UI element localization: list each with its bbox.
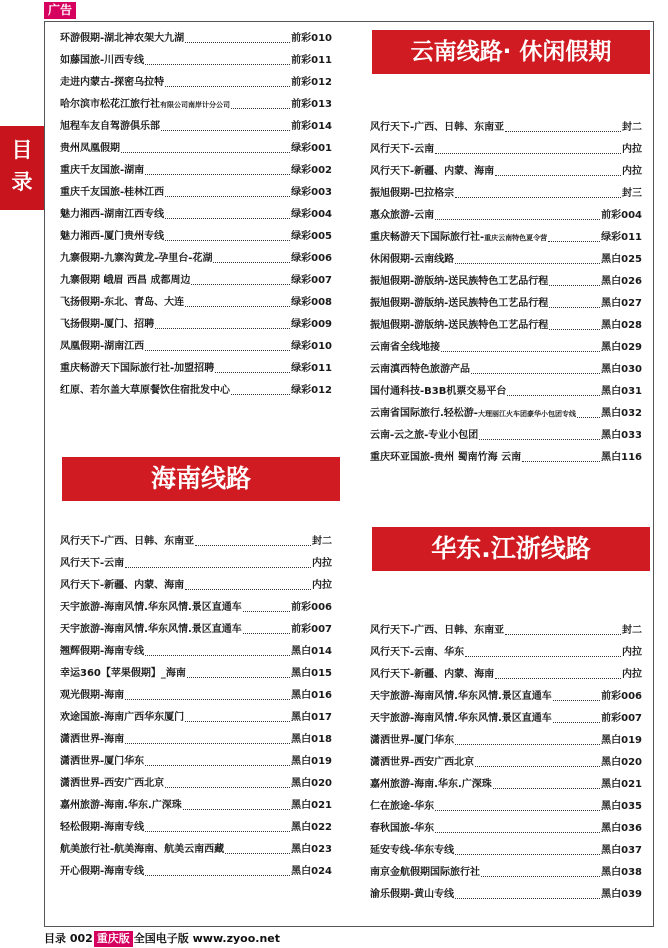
toc-entry	[370, 447, 642, 469]
toc-entry	[60, 270, 332, 292]
toc-entry-name: 云南省国际旅行.轻松游-大理丽江火车团豪华小包团专线	[370, 408, 576, 419]
toc-entry	[370, 818, 642, 840]
toc-entry-page: 绿彩010	[291, 341, 332, 352]
toc-entry-page: 前彩014	[291, 121, 332, 132]
toc-entry-name: 凤凰假期-湖南江西	[60, 341, 145, 352]
toc-entry-page: 绿彩006	[291, 253, 332, 264]
toc-entry-name: 风行天下-新疆、内蒙、海南	[370, 669, 495, 680]
toc-entry-page: 绿彩011	[291, 363, 332, 374]
toc-leader-dots	[145, 160, 290, 175]
toc-leader-dots	[435, 205, 600, 220]
toc-entry	[370, 642, 642, 664]
toc-entry-name: 嘉州旅游-海南.华东.广深珠	[370, 779, 492, 790]
toc-entry-name: 魅力湘西-厦门贵州专线	[60, 231, 165, 242]
toc-entry-page: 黑白028	[601, 320, 642, 331]
toc-entry-page: 内拉	[312, 558, 332, 569]
huadong-list	[370, 620, 642, 906]
toc-leader-dots	[243, 597, 290, 612]
toc-entry	[60, 248, 332, 270]
toc-leader-dots	[522, 447, 600, 462]
yunnan-list	[370, 117, 642, 469]
toc-leader-dots	[479, 425, 600, 440]
toc-entry	[60, 204, 332, 226]
toc-leader-dots	[455, 884, 600, 899]
toc-entry-name: 环游假期-湖北神农架大九湖	[60, 33, 185, 44]
page-footer	[44, 931, 280, 947]
toc-entry-page: 黑白031	[601, 386, 642, 397]
toc-leader-dots	[455, 840, 600, 855]
toc-entry	[370, 205, 642, 227]
toc-entry-page: 前彩006	[601, 691, 642, 702]
toc-entry-name: 走进内蒙古-探密乌拉特	[60, 77, 165, 88]
toc-entry-name: 重庆千友国旅-湖南	[60, 165, 145, 176]
toc-entry	[370, 337, 642, 359]
toc-entry-name: 如藤国旅-川西专线	[60, 55, 145, 66]
toc-leader-dots	[145, 336, 290, 351]
toc-entry	[60, 160, 332, 182]
toc-entry-page: 封二	[622, 122, 642, 133]
toc-entry-page: 黑白026	[601, 276, 642, 287]
toc-entry-page: 黑白014	[291, 646, 332, 657]
toc-entry	[60, 531, 332, 553]
toc-entry	[370, 686, 642, 708]
toc-entry-name: 云南-云之旅-专业小包团	[370, 430, 479, 441]
toc-entry-page: 封二	[622, 625, 642, 636]
toc-leader-dots	[165, 773, 290, 788]
toc-entry-page: 黑白025	[601, 254, 642, 265]
toc-entry-page: 前彩010	[291, 33, 332, 44]
toc-entry-page: 绿彩011	[601, 232, 642, 243]
toc-entry	[370, 840, 642, 862]
toc-entry-name: 潇洒世界-海南	[60, 734, 125, 745]
toc-entry	[60, 94, 332, 116]
toc-entry-name: 观光假期-海南	[60, 690, 125, 701]
toc-entry-name: 开心假期-海南专线	[60, 866, 145, 877]
side-tab-char-2: 录	[11, 170, 33, 194]
toc-entry-page: 内拉	[622, 144, 642, 155]
toc-entry	[370, 862, 642, 884]
toc-leader-dots	[577, 403, 600, 418]
toc-entry-page: 黑白020	[601, 757, 642, 768]
toc-leader-dots	[435, 139, 621, 154]
toc-entry	[60, 28, 332, 50]
toc-entry-page: 前彩012	[291, 77, 332, 88]
toc-entry	[60, 619, 332, 641]
toc-entry-page: 黑白033	[601, 430, 642, 441]
toc-entry-name: 渝乐假期-黄山专线	[370, 889, 455, 900]
toc-entry-name: 风行天下-新疆、内蒙、海南	[60, 580, 185, 591]
toc-entry-name: 休闲假期-云南线路	[370, 254, 455, 265]
toc-entry-name: 风行天下-云南	[60, 558, 125, 569]
toc-entry	[60, 597, 332, 619]
toc-leader-dots	[225, 839, 290, 854]
toc-entry	[60, 314, 332, 336]
toc-leader-dots	[145, 50, 290, 65]
toc-entry	[370, 139, 642, 161]
toc-entry-page: 绿彩012	[291, 385, 332, 396]
toc-leader-dots	[243, 619, 290, 634]
section-title-huadong: 华东.江浙线路	[372, 527, 650, 571]
toc-entry-page: 前彩007	[291, 624, 332, 635]
toc-entry-name: 风行天下-广西、日韩、东南亚	[370, 625, 505, 636]
toc-entry	[370, 796, 642, 818]
toc-leader-dots	[165, 182, 290, 197]
toc-entry	[60, 817, 332, 839]
toc-leader-dots	[121, 138, 290, 153]
toc-entry	[370, 249, 642, 271]
toc-entry-page: 黑白021	[291, 800, 332, 811]
toc-leader-dots	[507, 381, 600, 396]
toc-entry-page: 绿彩007	[291, 275, 332, 286]
toc-entry-name: 振旭假期-游版纳-送民族特色工艺品行程	[370, 276, 549, 287]
toc-entry-page: 黑白017	[291, 712, 332, 723]
toc-entry-name: 云南省全线地接	[370, 342, 440, 353]
toc-entry-page: 绿彩001	[291, 143, 332, 154]
toc-entry-name: 风行天下-新疆、内蒙、海南	[370, 166, 495, 177]
toc-leader-dots	[441, 337, 600, 352]
toc-entry	[60, 575, 332, 597]
toc-entry-name: 魅力湘西-湖南江西专线	[60, 209, 165, 220]
toc-entry-note: 有限公司南岸计分公司	[160, 101, 230, 109]
toc-leader-dots	[505, 620, 621, 635]
toc-entry-name: 重庆畅游天下国际旅行社-加盟招聘	[60, 363, 215, 374]
toc-entry-name: 振旭假期-游版纳-送民族特色工艺品行程	[370, 320, 549, 331]
toc-leader-dots	[495, 161, 621, 176]
toc-leader-dots	[213, 248, 290, 263]
toc-entry-page: 绿彩009	[291, 319, 332, 330]
toc-leader-dots	[455, 730, 600, 745]
toc-entry-name: 轻松假期-海南专线	[60, 822, 145, 833]
toc-entry	[60, 751, 332, 773]
hainan-list	[60, 531, 332, 883]
toc-entry-name: 南京金航假期国际旅行社	[370, 867, 480, 878]
toc-entry-name: 国付通科技-B3B机票交易平台	[370, 386, 507, 397]
toc-entry-page: 黑白029	[601, 342, 642, 353]
toc-leader-dots	[145, 751, 290, 766]
toc-entry	[60, 641, 332, 663]
toc-entry-name: 惠众旅游-云南	[370, 210, 435, 221]
toc-entry-page: 黑白036	[601, 823, 642, 834]
toc-entry-name: 潇洒世界-厦门华东	[60, 756, 145, 767]
toc-entry-page: 黑白023	[291, 844, 332, 855]
toc-entry	[370, 403, 642, 425]
toc-entry	[60, 182, 332, 204]
toc-entry-name: 风行天下-广西、日韩、东南亚	[60, 536, 195, 547]
toc-entry	[370, 271, 642, 293]
toc-entry-page: 黑白030	[601, 364, 642, 375]
toc-entry	[60, 336, 332, 358]
toc-entry-name: 振旭假期-巴拉格宗	[370, 188, 455, 199]
toc-entry	[60, 138, 332, 160]
toc-entry-name: 天宇旅游-海南风情.华东风情.景区直通车	[370, 713, 552, 724]
toc-entry-page: 绿彩005	[291, 231, 332, 242]
toc-leader-dots	[505, 117, 621, 132]
toc-entry	[60, 50, 332, 72]
toc-leader-dots	[215, 358, 290, 373]
toc-entry	[370, 227, 642, 249]
toc-entry-page: 前彩007	[601, 713, 642, 724]
toc-entry	[370, 664, 642, 686]
toc-entry-name: 重庆环亚国旅-贵州 蜀南竹海 云南	[370, 452, 522, 463]
toc-entry-page: 封二	[312, 536, 332, 547]
toc-leader-dots	[165, 204, 290, 219]
toc-entry	[370, 752, 642, 774]
toc-entry	[370, 425, 642, 447]
toc-leader-dots	[187, 663, 290, 678]
toc-entry-page: 内拉	[312, 580, 332, 591]
footer-site: 全国电子版 www.zyoo.net	[133, 932, 281, 945]
toc-entry	[60, 292, 332, 314]
toc-entry	[60, 861, 332, 883]
toc-entry-page: 黑白019	[291, 756, 332, 767]
toc-leader-dots	[549, 271, 600, 286]
toc-leader-dots	[165, 72, 290, 87]
toc-leader-dots	[475, 752, 600, 767]
toc-entry-page: 黑白015	[291, 668, 332, 679]
toc-leader-dots	[125, 729, 290, 744]
toc-entry-name: 翘辉假期-海南专线	[60, 646, 145, 657]
toc-entry	[370, 730, 642, 752]
side-tab-char-1: 目	[11, 138, 33, 162]
section-title-hainan: 海南线路	[62, 457, 340, 501]
toc-entry	[370, 620, 642, 642]
toc-entry-note: 重庆云南特色夏令营	[484, 234, 548, 242]
toc-entry-name: 风行天下-广西、日韩、东南亚	[370, 122, 505, 133]
toc-entry-page: 前彩013	[291, 99, 332, 110]
toc-leader-dots	[185, 707, 290, 722]
toc-leader-dots	[125, 685, 290, 700]
toc-entry	[370, 315, 642, 337]
toc-entry-name: 幸运360【苹果假期】_海南	[60, 668, 186, 679]
toc-leader-dots	[195, 531, 311, 546]
toc-entry-page: 黑白022	[291, 822, 332, 833]
toc-leader-dots	[185, 28, 290, 43]
toc-entry-name: 九寨假期-九寨沟黄龙-孕里台-花湖	[60, 253, 213, 264]
toc-side-tab	[0, 126, 44, 210]
toc-entry	[60, 685, 332, 707]
toc-entry-name: 延安专线-华东专线	[370, 845, 455, 856]
toc-entry	[370, 884, 642, 906]
left-top-list	[60, 28, 332, 402]
toc-leader-dots	[185, 575, 311, 590]
toc-entry-name: 振旭假期-游版纳-送民族特色工艺品行程	[370, 298, 549, 309]
toc-entry-name: 旭程车友自驾游俱乐部	[60, 121, 160, 132]
toc-leader-dots	[145, 817, 290, 832]
toc-entry	[370, 293, 642, 315]
toc-leader-dots	[185, 292, 290, 307]
toc-entry-name: 潇洒世界-西安广西北京	[370, 757, 475, 768]
toc-leader-dots	[549, 315, 600, 330]
toc-entry-name: 天宇旅游-海南风情.华东风情.景区直通车	[60, 624, 242, 635]
toc-entry-page: 黑白016	[291, 690, 332, 701]
toc-entry-name: 潇洒世界-西安广西北京	[60, 778, 165, 789]
toc-entry-name: 飞扬假期-东北、青岛、大连	[60, 297, 185, 308]
toc-leader-dots	[145, 861, 290, 876]
toc-leader-dots	[155, 314, 290, 329]
toc-entry	[370, 381, 642, 403]
toc-entry-page: 黑白021	[601, 779, 642, 790]
toc-entry-page: 黑白018	[291, 734, 332, 745]
section-title-yunnan: 云南线路· 休闲假期	[372, 30, 650, 74]
toc-leader-dots	[145, 641, 290, 656]
toc-entry-name: 风行天下-云南、华东	[370, 647, 465, 658]
toc-entry	[60, 839, 332, 861]
toc-entry	[60, 707, 332, 729]
toc-leader-dots	[125, 553, 311, 568]
toc-entry	[60, 663, 332, 685]
toc-entry	[60, 729, 332, 751]
toc-leader-dots	[481, 862, 600, 877]
toc-entry-name: 天宇旅游-海南风情.华东风情.景区直通车	[370, 691, 552, 702]
toc-entry-page: 黑白020	[291, 778, 332, 789]
toc-entry-page: 前彩006	[291, 602, 332, 613]
toc-entry	[60, 226, 332, 248]
toc-entry	[370, 359, 642, 381]
toc-leader-dots	[553, 708, 600, 723]
toc-entry-page: 封三	[622, 188, 642, 199]
ad-label: 广告	[44, 2, 76, 19]
toc-entry-name: 重庆千友国旅-桂林江西	[60, 187, 165, 198]
toc-entry	[60, 358, 332, 380]
toc-entry-name: 飞扬假期-厦门、招聘	[60, 319, 155, 330]
toc-entry-page: 黑白032	[601, 408, 642, 419]
footer-page-number: 目录 002	[44, 932, 93, 945]
toc-entry-page: 绿彩004	[291, 209, 332, 220]
toc-entry	[370, 774, 642, 796]
toc-entry-name: 哈尔滨市松花江旅行社有限公司南岸计分公司	[60, 99, 230, 110]
toc-entry-page: 前彩011	[291, 55, 332, 66]
toc-entry	[370, 161, 642, 183]
toc-leader-dots	[161, 116, 290, 131]
toc-entry-page: 黑白035	[601, 801, 642, 812]
toc-entry	[370, 708, 642, 730]
toc-entry-page: 绿彩008	[291, 297, 332, 308]
toc-leader-dots	[548, 227, 600, 242]
toc-entry-page: 绿彩003	[291, 187, 332, 198]
toc-entry-page: 黑白027	[601, 298, 642, 309]
toc-entry-name: 重庆畅游天下国际旅行社-重庆云南特色夏令营	[370, 232, 548, 243]
toc-entry-name: 仁在旅途-华东	[370, 801, 435, 812]
toc-leader-dots	[493, 774, 600, 789]
toc-entry-page: 内拉	[622, 166, 642, 177]
toc-entry-page: 内拉	[622, 647, 642, 658]
toc-entry-page: 黑白038	[601, 867, 642, 878]
toc-entry	[60, 553, 332, 575]
toc-entry-name: 九寨假期 峨眉 西昌 成都周边	[60, 275, 191, 286]
toc-entry	[60, 795, 332, 817]
toc-leader-dots	[455, 183, 621, 198]
toc-entry-page: 黑白024	[291, 866, 332, 877]
toc-entry	[60, 380, 332, 402]
toc-leader-dots	[231, 380, 290, 395]
toc-entry-name: 天宇旅游-海南风情.华东风情.景区直通车	[60, 602, 242, 613]
toc-leader-dots	[165, 226, 290, 241]
toc-entry-name: 潇洒世界-厦门华东	[370, 735, 455, 746]
toc-entry	[370, 117, 642, 139]
toc-leader-dots	[471, 359, 600, 374]
toc-entry-name: 贵州凤凰假期	[60, 143, 120, 154]
toc-entry-name: 春秋国旅-华东	[370, 823, 435, 834]
toc-entry-name: 红原、若尔盖大草原餐饮住宿批发中心	[60, 385, 230, 396]
toc-entry-page: 黑白116	[601, 452, 642, 463]
toc-leader-dots	[435, 796, 600, 811]
toc-leader-dots	[183, 795, 290, 810]
toc-entry	[60, 773, 332, 795]
toc-entry-name: 风行天下-云南	[370, 144, 435, 155]
toc-entry-page: 前彩004	[601, 210, 642, 221]
toc-entry-page: 黑白039	[601, 889, 642, 900]
toc-entry-name: 嘉州旅游-海南.华东.广深珠	[60, 800, 182, 811]
toc-entry-note: 大理丽江火车团豪华小包团专线	[477, 410, 576, 418]
toc-leader-dots	[549, 293, 600, 308]
toc-entry-page: 内拉	[622, 669, 642, 680]
toc-entry-page: 黑白037	[601, 845, 642, 856]
toc-leader-dots	[455, 249, 600, 264]
toc-entry-name: 云南滇西特色旅游产品	[370, 364, 470, 375]
toc-leader-dots	[465, 642, 621, 657]
toc-entry-page: 黑白019	[601, 735, 642, 746]
toc-leader-dots	[191, 270, 290, 285]
toc-entry	[370, 183, 642, 205]
toc-entry-name: 航美旅行社-航美海南、航美云南西藏	[60, 844, 225, 855]
toc-entry	[60, 116, 332, 138]
toc-entry-page: 绿彩002	[291, 165, 332, 176]
footer-edition-badge: 重庆版	[94, 931, 133, 947]
toc-entry-name: 欢途国旅-海南广西华东厦门	[60, 712, 185, 723]
toc-leader-dots	[231, 94, 290, 109]
toc-leader-dots	[435, 818, 600, 833]
toc-entry	[60, 72, 332, 94]
toc-leader-dots	[495, 664, 621, 679]
toc-leader-dots	[553, 686, 600, 701]
